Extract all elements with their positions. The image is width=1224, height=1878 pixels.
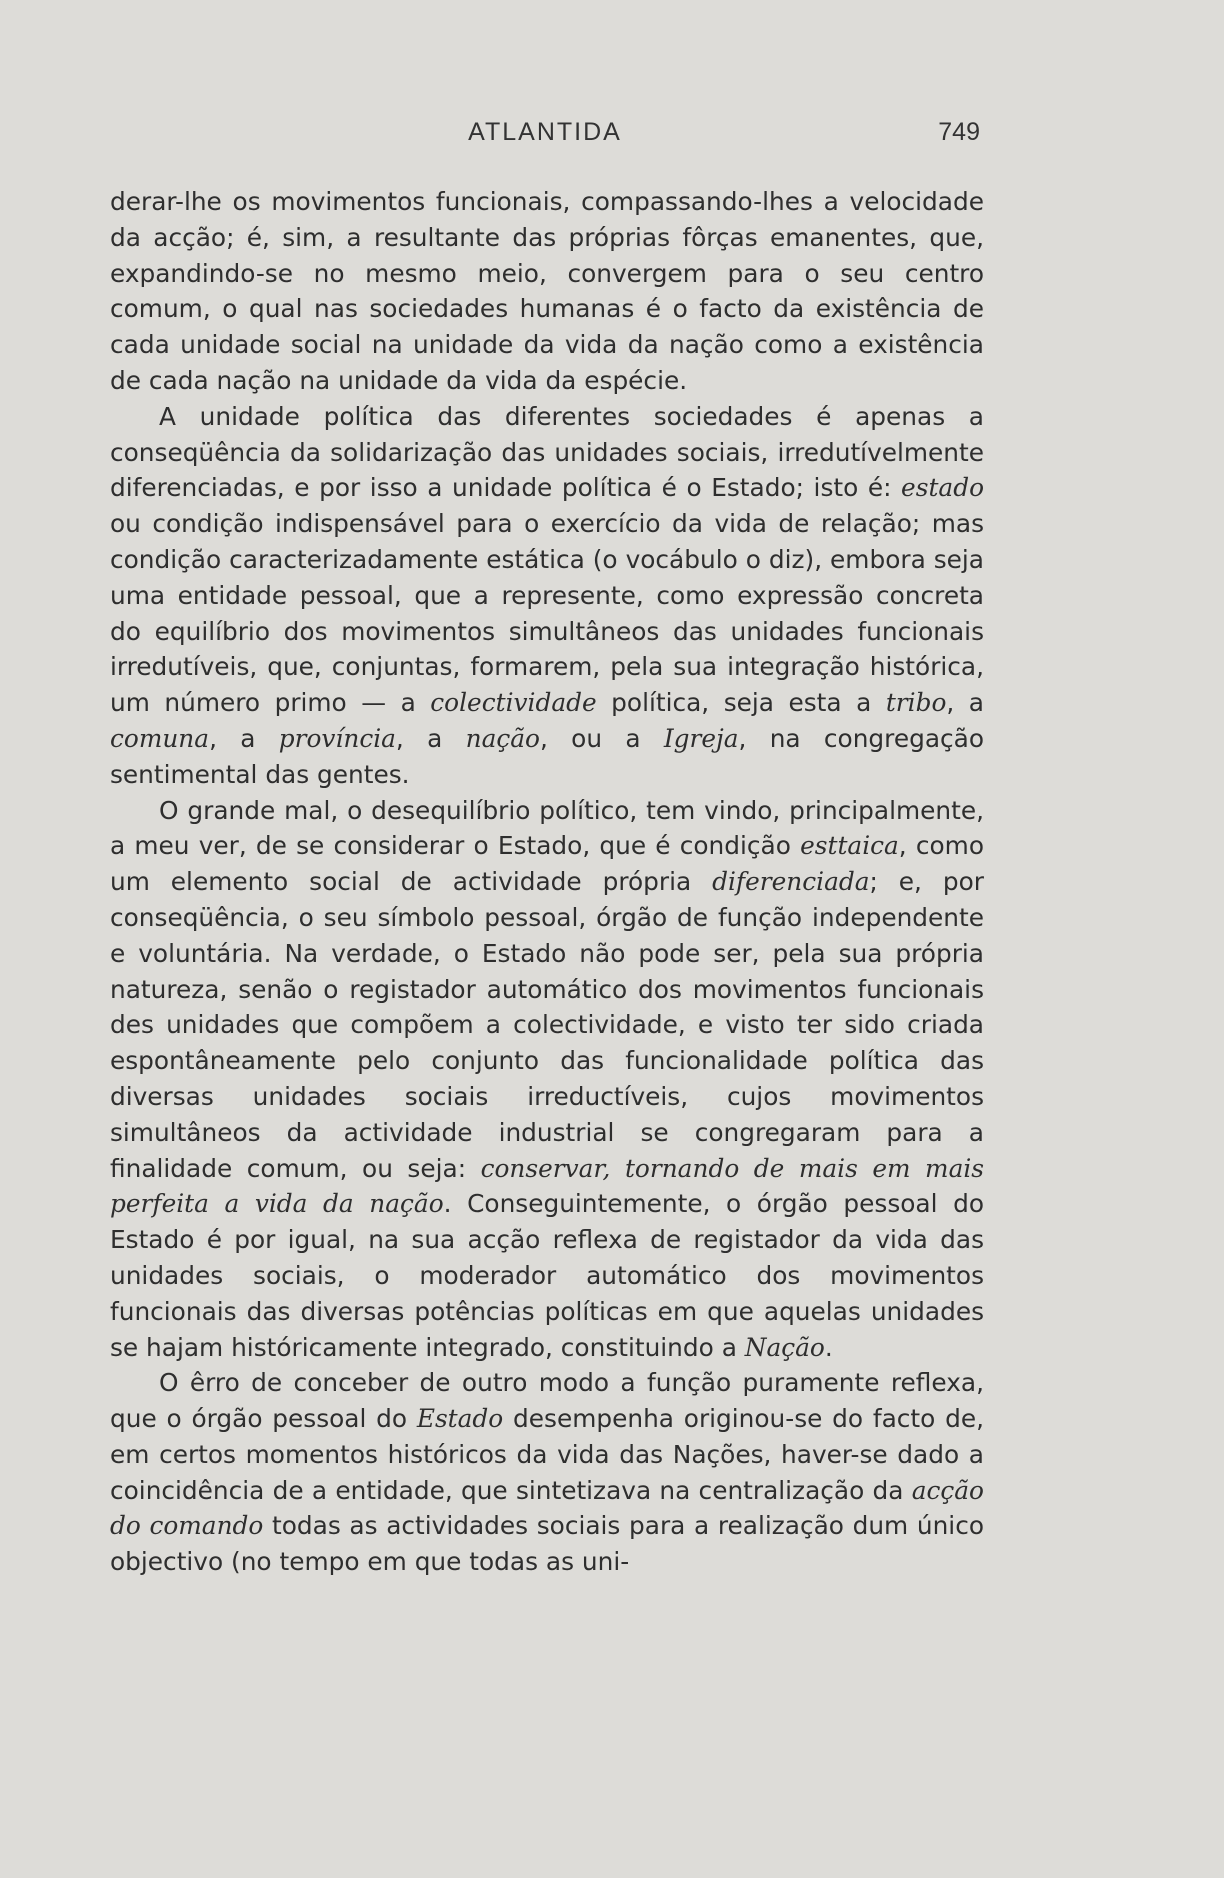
text-run: , como um elemento social de actividade própria	[110, 831, 984, 897]
italic-text: comuna	[110, 723, 210, 753]
italic-text: acção do comando	[110, 1475, 984, 1541]
page-number: 749	[938, 118, 980, 146]
text-run: ou condição indispensável para o exercício da vida de relação; mas condição caracterizadamente estática (o vocábulo o diz), embora seja uma entidade pessoal, que a represente, como expressão concreta do equilíbrio dos movimentos simultâneos das unidades funcionais irredutíveis, que, conjuntas, formarem, pela sua integração histórica, um número primo — a	[110, 509, 984, 718]
italic-text: Nação	[744, 1332, 825, 1362]
italic-text: província	[278, 723, 396, 753]
italic-text: Igreja	[663, 723, 739, 753]
text-run: .	[824, 1332, 833, 1362]
text-run: A unidade política das diferentes sociedades é apenas a conseqüência da solidarização das unidades sociais, irredutívelmente diferenciadas, e por isso a unidade política é o Estado; isto é:	[110, 401, 984, 503]
text-run: desempenha originou-se do facto de, em certos momentos históricos da vida das Nações, haver-se dado a coincidência de a entidade, que sintetizava na centralização da	[110, 1404, 984, 1505]
text-run: , ou a	[539, 723, 664, 753]
italic-text: diferenciada	[712, 867, 870, 897]
text-run: , a	[946, 688, 984, 718]
text-run: derar-lhe os movimentos funcionais, compassando-lhes a velocidade da acção; é, sim, a resultante das próprias fôrças emanentes, que, expandindo-se no mesmo meio, convergem para o seu centro comum, o qual nas sociedades humanas é o facto da existência de cada unidade social na unidade da vida da nação como a existência de cada nação na unidade da vida da espécie.	[110, 187, 984, 395]
body-text	[110, 184, 984, 1580]
italic-text: nação	[465, 723, 540, 753]
text-run: política, seja esta a	[596, 688, 886, 718]
text-run: . Conseguintemente, o órgão pessoal do Estado é por igual, na sua acção reflexa de registador da vida das unidades sociais, o moderador automático dos movimentos funcionais das diversas potências políticas em que aquelas unidades se hajam históricamente integrado, constituindo a	[110, 1189, 984, 1362]
text-run: todas as actividades sociais para a realização dum único objectivo (no tempo em que todas as uni-	[110, 1511, 985, 1577]
paragraph	[110, 793, 984, 1366]
text-run: O grande mal, o desequilíbrio político, tem vindo, principalmente, a meu ver, de se considerar o Estado, que é condição	[110, 795, 984, 861]
page-header	[110, 118, 980, 158]
italic-text: Estado	[416, 1404, 504, 1434]
text-run: , na congregação sentimental das gentes.	[110, 723, 985, 789]
running-title: ATLANTIDA	[468, 118, 622, 146]
text-run: , a	[209, 723, 279, 753]
italic-text: estado	[901, 473, 984, 503]
text-run: O êrro de conceber de outro modo a função puramente reflexa, que o órgão pessoal do	[110, 1368, 984, 1434]
paragraph	[110, 399, 984, 793]
italic-text: tribo	[885, 688, 947, 718]
italic-text: conservar, tornando de mais em mais perfeita a vida da nação	[110, 1153, 985, 1219]
text-run: , a	[395, 723, 466, 753]
paragraph	[110, 1365, 984, 1580]
paragraph	[110, 184, 984, 399]
italic-text: colectividade	[430, 688, 597, 718]
italic-text: esttaica	[800, 831, 899, 861]
text-run: ; e, por conseqüência, o seu símbolo pessoal, órgão de função independente e voluntária. Na verdade, o Estado não pode ser, pela sua própria natureza, senão o registador automático dos movimentos funcionais des unidades que compõem a colectividade, e visto ter sido criada espontâneamente pelo conjunto das funcionalidade política das diversas unidades sociais irreductíveis, cujos movimentos simultâneos da actividade industrial se congregaram para a finalidade comum, ou seja:	[110, 867, 984, 1183]
